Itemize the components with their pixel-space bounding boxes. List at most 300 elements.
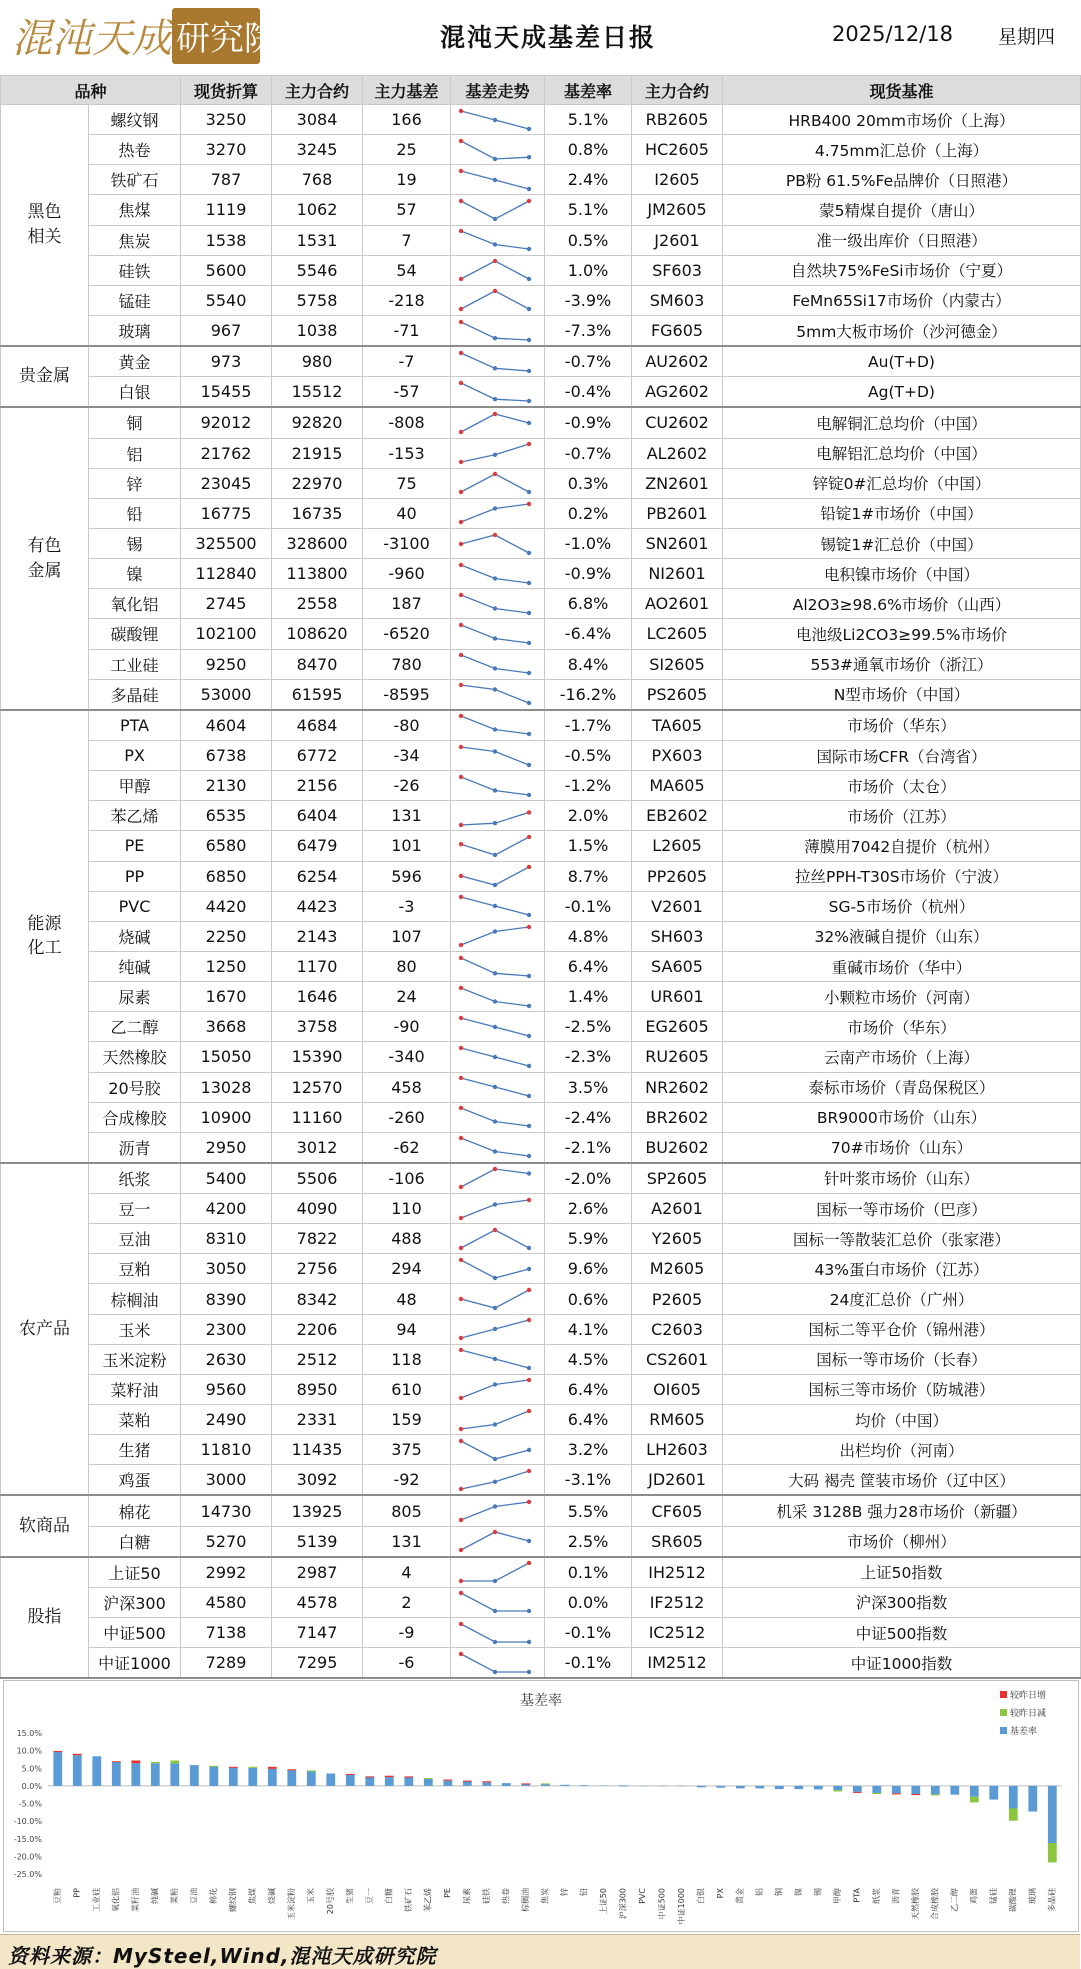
basis-rate: -0.5% [545,740,632,770]
table-row [1,921,1081,951]
x-tick-label: 沪深300 [617,1888,627,1919]
basis-trend [451,1526,545,1557]
futures-price: 8950 [272,1374,363,1404]
change-bar [229,1767,238,1768]
basis-rate: 2.5% [545,1526,632,1557]
basis-value: 4 [363,1557,451,1588]
commodity-name: PE [89,831,181,861]
commodity-name: 20号胶 [89,1072,181,1102]
sparkline [451,1558,539,1586]
basis-table-wrap [0,75,1080,1679]
y-tick-label: 10.0% [17,1747,43,1756]
contract-code: V2601 [632,891,723,921]
basis-bar [443,1781,452,1786]
spot-benchmark: 国标一等市场价（长春） [723,1344,1081,1374]
sparkline-point [493,412,497,416]
change-bar [911,1794,920,1795]
sparkline-point [459,1652,463,1656]
sparkline-point [459,653,463,657]
table-row [1,1648,1081,1679]
sparkline-line [461,535,529,553]
sparkline-line [461,414,529,432]
futures-price: 5506 [272,1163,363,1194]
sparkline-line [461,1169,529,1187]
basis-trend [451,710,545,741]
table-row [1,619,1081,649]
sparkline-point [459,520,463,524]
table-row [1,740,1081,770]
table-row [1,679,1081,710]
basis-trend [451,1557,545,1588]
y-tick-label: 15.0% [17,1729,43,1738]
basis-rate: 4.1% [545,1314,632,1344]
contract-code: NR2602 [632,1072,723,1102]
sparkline [451,1619,539,1647]
sparkline [451,409,539,437]
basis-bar [1028,1786,1037,1812]
table-row [1,1102,1081,1132]
x-tick-label: 铜 [773,1888,783,1896]
basis-rate: 8.4% [545,649,632,679]
column-header: 基差走势 [451,76,545,105]
commodity-name: 中证1000 [89,1648,181,1679]
contract-code: LC2605 [632,619,723,649]
basis-value: -8595 [363,679,451,710]
table-row [1,225,1081,255]
contract-code: HC2605 [632,135,723,165]
commodity-name: 菜籽油 [89,1374,181,1404]
basis-rate: 8.7% [545,861,632,891]
sparkline-point [459,1215,463,1219]
sparkline-point [527,550,531,554]
sparkline-point [493,883,497,887]
change-bar [131,1761,140,1764]
futures-price: 2512 [272,1344,363,1374]
x-tick-label: PP [72,1888,81,1898]
futures-price: 1038 [272,315,363,346]
sparkline-point [459,1579,463,1583]
sparkline-point [459,460,463,464]
sparkline-point [527,1366,531,1370]
basis-rate: 0.5% [545,225,632,255]
basis-bar [307,1771,316,1786]
basis-rate: 5.1% [545,105,632,135]
spot-price: 787 [181,165,272,195]
sparkline-line [461,1290,529,1308]
spot-benchmark: 70#市场价（山东） [723,1132,1081,1163]
sparkline [451,348,539,376]
basis-rate: 0.0% [545,1587,632,1617]
basis-trend [451,1587,545,1617]
basis-value: 131 [363,801,451,831]
spot-price: 1538 [181,225,272,255]
report-date: 2025/12/18 [832,22,953,46]
futures-price: 15390 [272,1042,363,1072]
sparkline-point [493,1504,497,1508]
commodity-name: 硅铁 [89,255,181,285]
basis-trend [451,1102,545,1132]
basis-bar [209,1767,218,1786]
footer [0,1934,1080,1969]
basis-rate: 0.3% [545,468,632,498]
basis-trend [451,1465,545,1496]
sparkline [451,166,539,194]
column-header: 主力合约 [272,76,363,105]
basis-trend [451,1435,545,1465]
basis-rate: 3.5% [545,1072,632,1102]
legend-swatch [1000,1727,1007,1734]
table-row [1,710,1081,741]
spot-benchmark: 大码 褐壳 筐装市场价（辽中区） [723,1465,1081,1496]
sparkline-point [493,1327,497,1331]
table-row [1,801,1081,831]
spot-price: 3050 [181,1254,272,1284]
table-row [1,285,1081,315]
table-row [1,346,1081,377]
sparkline-point [527,1172,531,1176]
sparkline-point [527,199,531,203]
basis-value: 75 [363,468,451,498]
basis-value: 94 [363,1314,451,1344]
contract-code: C2603 [632,1314,723,1344]
basis-bar [326,1774,335,1786]
sparkline [451,1164,539,1192]
x-tick-label: 天然橡胶 [910,1887,920,1920]
sparkline-point [527,368,531,372]
basis-rate: 0.2% [545,498,632,528]
basis-value: -340 [363,1042,451,1072]
spot-price: 3668 [181,1012,272,1042]
commodity-name: 沥青 [89,1132,181,1163]
futures-price: 4090 [272,1194,363,1224]
legend-swatch [1000,1691,1007,1698]
spot-price: 6738 [181,740,272,770]
basis-trend [451,1374,545,1404]
basis-value: -218 [363,285,451,315]
basis-trend [451,1254,545,1284]
commodity-name: 天然橡胶 [89,1042,181,1072]
change-bar [73,1754,82,1755]
basis-trend [451,982,545,1012]
spot-benchmark: 市场价（太仓） [723,771,1081,801]
futures-price: 6479 [272,831,363,861]
commodity-name: 纸浆 [89,1163,181,1194]
sparkline [451,772,539,800]
basis-rate: -0.9% [545,407,632,438]
report-weekday: 星期四 [998,22,1055,49]
sparkline-point [493,336,497,340]
futures-price: 5139 [272,1526,363,1557]
sparkline [451,1345,539,1373]
basis-value: -3 [363,891,451,921]
x-tick-label: 乙二醇 [949,1888,959,1912]
commodity-name: 白银 [89,377,181,408]
sparkline-point [527,421,531,425]
contract-code: LH2603 [632,1435,723,1465]
contract-code: M2605 [632,1254,723,1284]
sparkline-point [527,1469,531,1473]
sparkline-point [527,490,531,494]
spot-benchmark: 电解铜汇总均价（中国） [723,407,1081,438]
table-row [1,438,1081,468]
spot-benchmark: 泰标市场价（青岛保税区） [723,1072,1081,1102]
table-row [1,1012,1081,1042]
x-tick-label: 甲醇 [832,1888,842,1904]
basis-trend [451,679,545,710]
sparkline-line [461,867,529,885]
basis-value: 19 [363,165,451,195]
table-row [1,377,1081,408]
futures-price: 12570 [272,1072,363,1102]
basis-bar [814,1786,823,1790]
sparkline-point [493,1120,497,1124]
spot-benchmark: 国标二等平仓价（锦州港） [723,1314,1081,1344]
sparkline-point [493,178,497,182]
sparkline-point [459,895,463,899]
y-tick-label: -25.0% [14,1870,43,1879]
sparkline-point [527,1064,531,1068]
sparkline-point [527,1318,531,1322]
sparkline [451,378,539,406]
sparkline-point [493,788,497,792]
x-tick-label: 镍 [793,1888,803,1896]
spot-benchmark: HRB400 20mm市场价（上海） [723,105,1081,135]
spot-price: 21762 [181,438,272,468]
spot-price: 112840 [181,559,272,589]
sparkline [451,1225,539,1253]
spot-benchmark: 沪深300指数 [723,1587,1081,1617]
spot-price: 5600 [181,255,272,285]
basis-value: 187 [363,589,451,619]
column-header: 主力合约 [632,76,723,105]
spot-price: 11810 [181,1435,272,1465]
contract-code: SH603 [632,921,723,951]
commodity-name: 螺纹钢 [89,105,181,135]
commodity-name: 锡 [89,528,181,558]
sparkline-point [459,943,463,947]
spot-price: 2250 [181,921,272,951]
spot-benchmark: 薄膜用7042自提价（杭州） [723,831,1081,861]
basis-value: -153 [363,438,451,468]
sparkline [451,1195,539,1223]
basis-trend [451,891,545,921]
spot-benchmark: 机采 3128B 强力28市场价（新疆） [723,1495,1081,1526]
sparkline-point [459,1258,463,1262]
basis-table [0,75,1081,1679]
change-bar [541,1783,550,1784]
sparkline-point [527,1288,531,1292]
sparkline-point [527,925,531,929]
contract-code: UR601 [632,982,723,1012]
sparkline-point [459,683,463,687]
basis-trend [451,528,545,558]
commodity-name: 锰硅 [89,285,181,315]
futures-price: 2206 [272,1314,363,1344]
basis-trend [451,255,545,285]
basis-trend [451,315,545,346]
x-tick-label: PVC [638,1888,647,1904]
change-bar [892,1793,901,1794]
futures-price: 2756 [272,1254,363,1284]
basis-bar [580,1785,589,1786]
change-bar [404,1776,413,1777]
commodity-name: 锌 [89,468,181,498]
basis-rate: 5.1% [545,195,632,225]
futures-price: 3758 [272,1012,363,1042]
sparkline-point [527,1378,531,1382]
basis-rate: 2.4% [545,165,632,195]
basis-value: 166 [363,105,451,135]
basis-bar [463,1781,472,1786]
legend-label: 较昨日增 [1010,1689,1046,1701]
x-tick-label: 棉花 [208,1888,218,1904]
sparkline-point [493,1383,497,1387]
table-row [1,1344,1081,1374]
spot-benchmark: 国标三等市场价（防城港） [723,1374,1081,1404]
sparkline [451,1466,539,1494]
contract-code: BR2602 [632,1102,723,1132]
basis-value: -62 [363,1132,451,1163]
basis-rate: -0.7% [545,438,632,468]
x-tick-label: 工业硅 [91,1888,101,1912]
basis-trend [451,105,545,135]
sparkline-point [527,399,531,403]
sparkline-point [493,1085,497,1089]
sparkline-point [493,289,497,293]
commodity-name: 铁矿石 [89,165,181,195]
contract-code: J2601 [632,225,723,255]
x-tick-label: 白糖 [383,1888,393,1904]
spot-benchmark: FeMn65Si17市场价（内蒙古） [723,285,1081,315]
contract-code: RU2605 [632,1042,723,1072]
spot-price: 4604 [181,710,272,741]
sparkline-point [459,774,463,778]
basis-bar [229,1768,238,1786]
x-tick-label: 沥青 [890,1888,900,1904]
sparkline-point [527,792,531,796]
spot-benchmark: Ag(T+D) [723,377,1081,408]
x-tick-label: 苯乙烯 [422,1888,432,1912]
sparkline-point [527,442,531,446]
spot-price: 9250 [181,649,272,679]
commodity-name: 豆油 [89,1224,181,1254]
spot-price: 1670 [181,982,272,1012]
sparkline [451,286,539,314]
table-row [1,1163,1081,1194]
futures-price: 108620 [272,619,363,649]
sparkline-point [459,1297,463,1301]
spot-benchmark: 锡锭1#汇总价（中国） [723,528,1081,558]
basis-trend [451,377,545,408]
sparkline-point [493,117,497,121]
futures-price: 11435 [272,1435,363,1465]
spot-benchmark: 电池级Li2CO3≥99.5%市场价 [723,619,1081,649]
spot-benchmark: 553#通氧市场价（浙江） [723,649,1081,679]
sparkline [451,1649,539,1677]
report-title: 混沌天成基差日报 [440,18,656,54]
sparkline-point [459,277,463,281]
commodity-name: 铜 [89,407,181,438]
sparkline-point [459,1591,463,1595]
commodity-name: PP [89,861,181,891]
spot-benchmark: 电解铝汇总均价（中国） [723,438,1081,468]
basis-value: 131 [363,1526,451,1557]
basis-rate: -1.0% [545,528,632,558]
futures-price: 3245 [272,135,363,165]
sparkline [451,1255,539,1283]
change-bar [287,1769,296,1770]
group-label: 能源 化工 [1,710,89,1163]
contract-code: RM605 [632,1405,723,1435]
basis-trend [451,801,545,831]
basis-bar [989,1786,998,1800]
futures-price: 2143 [272,921,363,951]
contract-code: OI605 [632,1374,723,1404]
contract-code: AO2601 [632,589,723,619]
spot-benchmark: 市场价（江苏） [723,801,1081,831]
sparkline-line [461,1593,529,1611]
basis-rate: -0.1% [545,1618,632,1648]
basis-trend [451,285,545,315]
basis-value: -80 [363,710,451,741]
basis-bar [892,1786,901,1793]
table-row [1,1405,1081,1435]
futures-price: 4423 [272,891,363,921]
futures-price: 768 [272,165,363,195]
futures-price: 4684 [272,710,363,741]
change-bar [1009,1808,1018,1820]
spot-benchmark: 电积镍市场价（中国） [723,559,1081,589]
basis-value: -6 [363,1648,451,1679]
sparkline-point [527,1003,531,1007]
contract-code: SP2605 [632,1163,723,1194]
futures-price: 13925 [272,1495,363,1526]
commodity-name: 碳酸锂 [89,619,181,649]
sparkline [451,1527,539,1555]
sparkline-point [493,749,497,753]
x-tick-label: 锡 [812,1888,822,1896]
sparkline-point [459,562,463,566]
table-row [1,649,1081,679]
spot-benchmark: 上证50指数 [723,1557,1081,1588]
column-header: 主力基差 [363,76,451,105]
column-header: 现货基准 [723,76,1081,105]
sparkline-line [461,141,529,159]
table-row [1,1435,1081,1465]
table-row [1,1374,1081,1404]
contract-code: CS2601 [632,1344,723,1374]
contract-code: CF605 [632,1495,723,1526]
x-tick-label: 菜籽油 [130,1888,140,1912]
change-bar [931,1794,940,1795]
contract-code: Y2605 [632,1224,723,1254]
commodity-name: 镍 [89,559,181,589]
basis-value: 610 [363,1374,451,1404]
sparkline-point [459,1396,463,1400]
sparkline-point [459,381,463,385]
basis-rate: -16.2% [545,679,632,710]
basis-bar [190,1765,199,1786]
chart-svg [4,1681,1078,1931]
table-row [1,771,1081,801]
sparkline-point [493,1457,497,1461]
commodity-name: PVC [89,891,181,921]
x-tick-label: 焦煤 [247,1888,257,1904]
basis-rate: -2.3% [545,1042,632,1072]
sparkline-point [527,187,531,191]
basis-value: 488 [363,1224,451,1254]
sparkline-point [493,1150,497,1154]
